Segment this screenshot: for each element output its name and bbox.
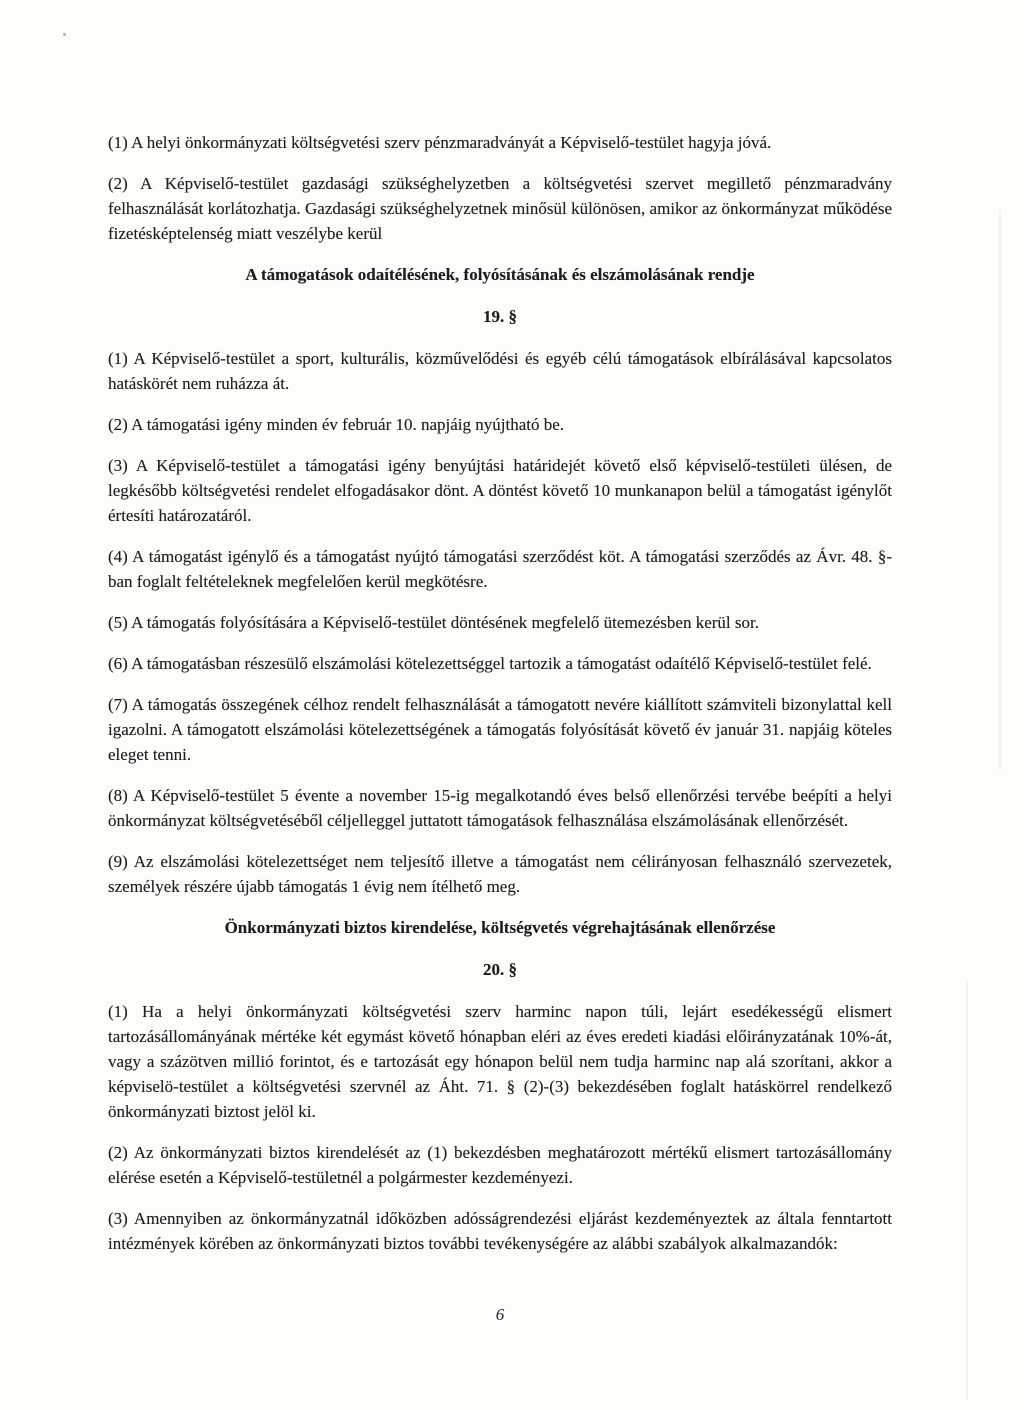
scan-speck-artifact — [63, 33, 66, 36]
section-19-paragraph-5: (5) A támogatás folyósítására a Képviselő-testület döntésének megfelelő ütemezésben kerül sor. — [108, 613, 759, 632]
chapter-heading-commissioner: Önkormányzati biztos kirendelése, költségvetés végrehajtásának ellenőrzése — [224, 918, 776, 937]
section-19-paragraph-8: (8) A Képviselő-testület 5 évente a november 15-ig megalkotandó éves belső ellenőrzési tervébe beépíti a helyi önkormányzat költségvetéséből céljelleggel juttatott támogatások felhasználása elszámolásának ellenőrzését. — [108, 786, 892, 830]
section-19-paragraph-6: (6) A támogatásban részesülő elszámolási kötelezettséggel tartozik a támogatást odaítélő Képviselő-testület felé. — [108, 654, 872, 673]
section-19-paragraph-9: (9) Az elszámolási kötelezettséget nem teljesítő illetve a támogatást nem célirányosan felhasználó szervezetek, személyek részére újabb támogatás 1 évig nem ítélhető meg. — [108, 852, 892, 896]
page-number: 6 — [495, 1305, 505, 1324]
document-body — [108, 130, 892, 1272]
section-20-paragraph-3: (3) Amennyiben az önkormányzatnál időközben adósságrendezési eljárást kezdeményeztek az általa fenntartott intézmények körében az önkormányzati biztos további tevékenységére az alábbi szabályok alkalmazandók: — [108, 1209, 892, 1253]
section-19-paragraph-7: (7) A támogatás összegének célhoz rendelt felhasználását a támogatott nevére kiállított számviteli bizonylattal kell igazolni. A támogatott elszámolási kötelezettségének a támogatás folyósítását követő év január 31. napjáig köteles eleget tenni. — [108, 695, 892, 764]
scan-edge-artifact — [966, 980, 968, 1400]
chapter-heading-support: A támogatások odaítélésének, folyósításának és elszámolásának rendje — [245, 265, 755, 284]
scan-edge-artifact — [999, 210, 1001, 770]
intro-paragraph-2: (2) A Képviselő-testület gazdasági szükséghelyzetben a költségvetési szervet megillető pénzmaradvány felhasználását korlátozhatja. Gazdasági szükséghelyzetnek minősül különösen, amikor az önkormányzat működése fizetésképtelenség miatt veszélybe kerül — [108, 174, 892, 243]
section-19-paragraph-3: (3) A Képviselő-testület a támogatási igény benyújtási határidejét követő első képviselő-testületi ülésen, de legkésőbb költségvetési rendelet elfogadásakor dönt. A döntést követő 10 munkanapon belül a támogatást igénylőt értesíti határozatáról. — [108, 456, 892, 525]
section-20-paragraph-2: (2) Az önkormányzati biztos kirendelését az (1) bekezdésben meghatározott mértékű elismert tartozásállomány elérése esetén a Képviselő-testületnél a polgármester kezdeményezi. — [108, 1143, 892, 1187]
intro-paragraph-1: (1) A helyi önkormányzati költségvetési szerv pénzmaradványát a Képviselő-testület hagyja jóvá. — [108, 133, 772, 152]
section-20-paragraph-1: (1) Ha a helyi önkormányzati költségvetési szerv harminc napon túli, lejárt esedékességű elismert tartozásállományának mértéke két egymást követő hónapban eléri az éves eredeti kiadási előirányzatának 10%-át, vagy a százötven millió forintot, és e tartozását egy hónapon belül nem tudja harminc nap alá szorítani, akkor a képviselö-testület a költségvetési szervnél az Áht. 71. § (2)-(3) bekezdésében foglalt hatáskörrel rendelkező önkormányzati biztost jelöl ki. — [108, 1002, 892, 1121]
section-19-number: 19. § — [483, 307, 517, 326]
section-19-paragraph-2: (2) A támogatási igény minden év február 10. napjáig nyújtható be. — [108, 415, 565, 434]
section-19-paragraph-4: (4) A támogatást igénylő és a támogatást nyújtó támogatási szerződést köt. A támogatási szerződés az Ávr. 48. §-ban foglalt feltételeknek megfelelően kerül megkötésre. — [108, 547, 892, 591]
section-19-paragraph-1: (1) A Képviselő-testület a sport, kulturális, közművelődési és egyéb célú támogatások elbírálásával kapcsolatos hatáskörét nem ruházza át. — [108, 349, 892, 393]
section-20-number: 20. § — [483, 960, 517, 979]
